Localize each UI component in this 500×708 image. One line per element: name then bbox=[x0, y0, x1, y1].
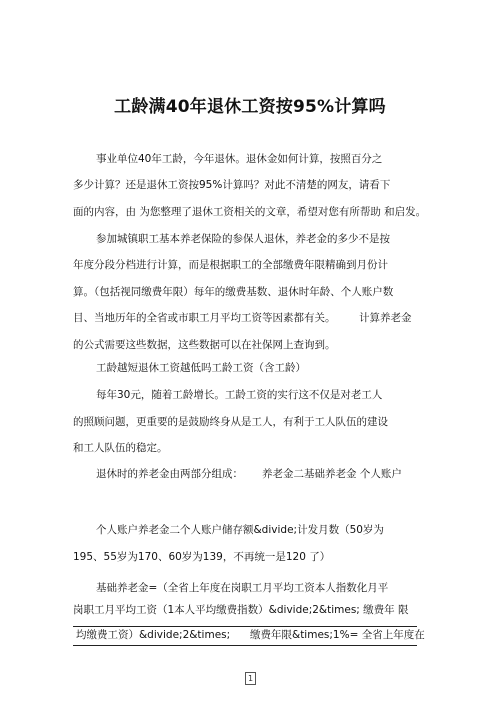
paragraph-line: 岗职工月平均工资（1本人平均缴费指数）&divide;2&times; 缴费年 限 bbox=[73, 604, 409, 616]
paragraph-line: 均缴费工资）&divide;2&times; bbox=[76, 629, 231, 641]
paragraph-line: 事业单位40年工龄，今年退休。退休金如何计算，按照百分之 bbox=[96, 153, 383, 165]
paragraph-line: 的公式需要这些数据，这些数据可以在社保网上查询到。 bbox=[73, 339, 336, 351]
paragraph-line: 养老金二基础养老金 个人账户 bbox=[262, 468, 402, 480]
paragraph-line: 退休时的养老金由两部分组成： bbox=[96, 468, 243, 480]
paragraph-line: 和工人队伍的稳定。 bbox=[73, 442, 168, 454]
paragraph-line: 每年30元，随着工龄增长。工龄工资的实行这不仅是对老工人 bbox=[96, 389, 383, 401]
paragraph-line: 面的内容，由 为您整理了退休工资相关的文章，希望对您有所帮助 和启发。 bbox=[73, 206, 427, 218]
paragraph-line: 缴费年限&times;1%= 全省上年度在 bbox=[250, 629, 425, 641]
paragraph-line: 195、55岁为170、60岁为139，不再统一是120 了） bbox=[73, 551, 331, 563]
paragraph-line: 年度分段分档进行计算，而是根据职工的全部缴费年限精确到月份计 bbox=[73, 259, 388, 271]
page-number: 1 bbox=[245, 672, 256, 685]
paragraph-line: 基础养老金=（全省上年度在岗职工月平均工资本人指数化月平 bbox=[96, 582, 389, 594]
document-title: 工龄满40年退休工资按95%计算吗 bbox=[114, 97, 386, 117]
section-heading: 工龄越短退休工资越低吗工龄工资（含工龄） bbox=[96, 362, 306, 374]
paragraph-line: 目、当地历年的全省或市职工月平均工资等因素都有关。 bbox=[73, 312, 336, 324]
paragraph-line: 个人账户养老金二个人账户储存额&divide;计发月数（50岁为 bbox=[96, 524, 384, 536]
paragraph-line: 参加城镇职工基本养老保险的参保人退休，养老金的多少不是按 bbox=[96, 233, 390, 245]
paragraph-line: 算。（包括视同缴费年限）每年的缴费基数、退休时年龄、个人账户数 bbox=[73, 286, 394, 298]
paragraph-line: 多少计算？还是退休工资按95%计算吗？对此不清楚的网友，请看下 bbox=[73, 179, 391, 191]
paragraph-line: 计算养老金 bbox=[359, 312, 412, 324]
paragraph-line: 的照顾问题，更重要的是鼓励终身从是工人，有利于工人队伍的建设 bbox=[73, 416, 388, 428]
